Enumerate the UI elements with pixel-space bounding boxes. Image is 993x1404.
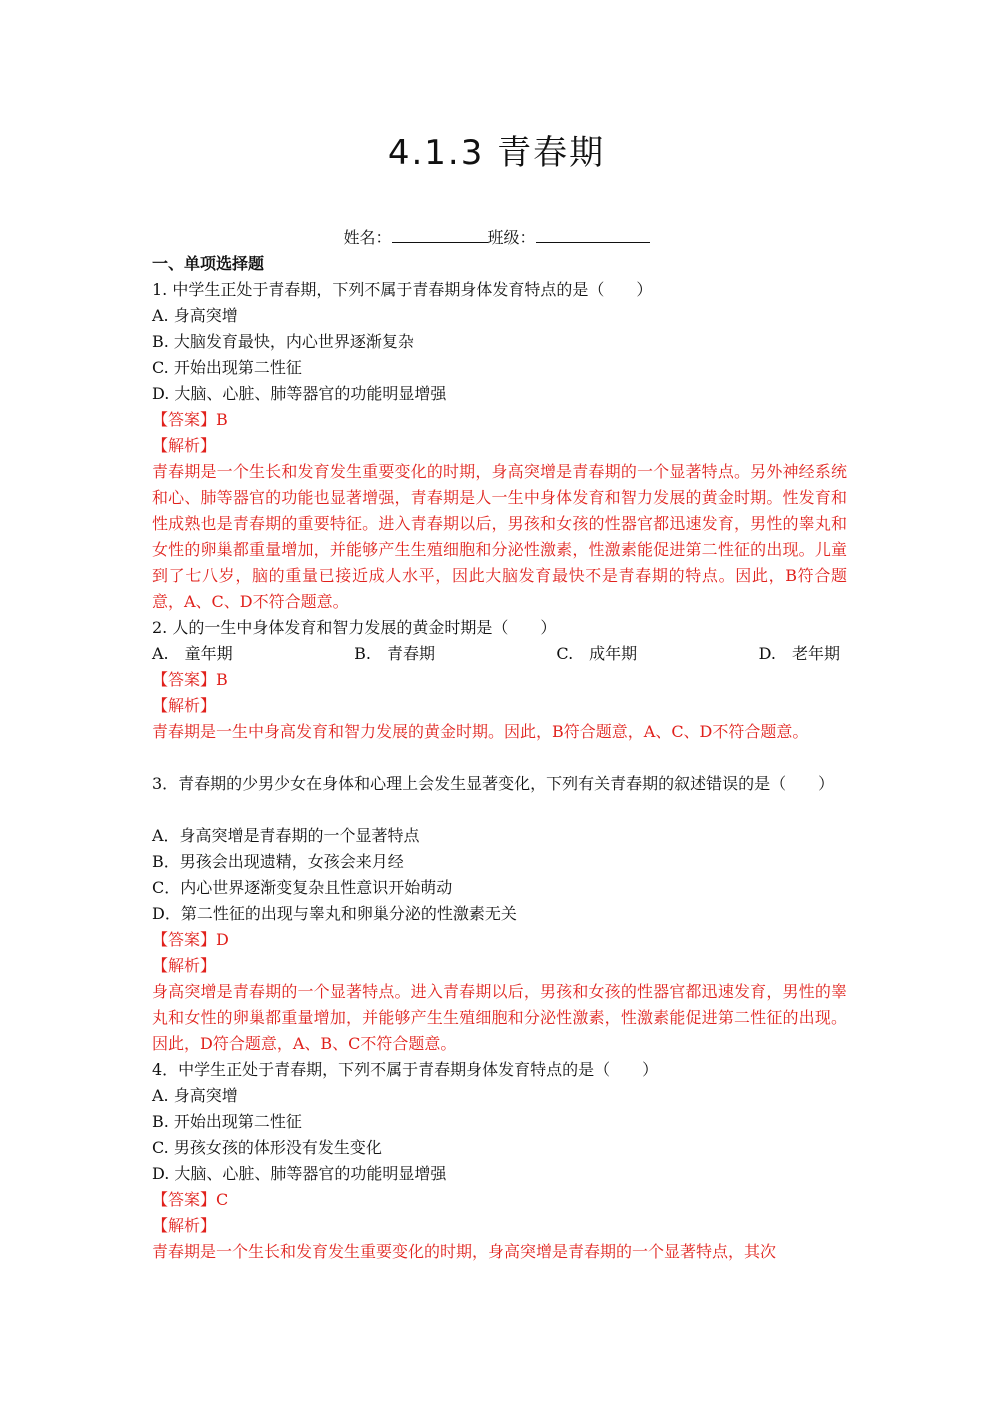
option: D. 大脑、心脏、肺等器官的功能明显增强 <box>152 384 447 403</box>
option: A. 童年期 <box>152 644 233 663</box>
class-blank[interactable] <box>536 226 650 243</box>
option: A. 身高突增 <box>152 306 238 325</box>
option: B. 大脑发育最快，内心世界逐渐复杂 <box>152 332 414 351</box>
name-class-line <box>0 226 993 250</box>
analysis-text: 青春期是一个生长和发育发生重要变化的时期，身高突增是青春期的一个显著特点。另外神经系统和心、肺等器官的功能也显著增强，青春期是人一生中身体发育和智力发展的黄金时期。性发育和性成熟也是青春期的重要特征。进入青春期以后，男孩和女孩的性器官都迅速发育，男性的睾丸和女性的卵巢都重量增加，并能够产生生殖细胞和分泌性激素，性激素能促进第二性征的出现。儿童到了七八岁，脑的重量已接近成人水平，因此大脑发育最快不是青春期的特点。因此，B符合题意，A、C、D不符合题意。 <box>152 462 847 611</box>
question-stem: 3．青春期的少男少女在身体和心理上会发生显著变化，下列有关青春期的叙述错误的是（ ） <box>152 774 835 793</box>
question-stem: 4．中学生正处于青春期，下列不属于青春期身体发育特点的是（ ） <box>152 1060 659 1079</box>
question-stem: 1. 中学生正处于青春期，下列不属于青春期身体发育特点的是（ ） <box>152 280 653 299</box>
option: D. 大脑、心脏、肺等器官的功能明显增强 <box>152 1164 447 1183</box>
answer: 【答案】D <box>152 930 229 949</box>
answer: 【答案】B <box>152 670 228 689</box>
option: A．身高突增是青春期的一个显著特点 <box>152 826 420 845</box>
class-label: 班级： <box>487 228 536 247</box>
option: D．第二性征的出现与睾丸和卵巢分泌的性激素无关 <box>152 904 517 923</box>
option: B．男孩会出现遗精，女孩会来月经 <box>152 852 404 871</box>
analysis-text: 青春期是一生中身高发育和智力发展的黄金时期。因此，B符合题意，A、C、D不符合题意。 <box>152 722 809 741</box>
question-content <box>152 251 847 1265</box>
option: B. 青春期 <box>354 644 435 663</box>
analysis-text: 青春期是一个生长和发育发生重要变化的时期，身高突增是青春期的一个显著特点，其次 <box>152 1242 777 1261</box>
name-blank[interactable] <box>392 226 488 243</box>
analysis-label: 【解析】 <box>152 436 217 455</box>
analysis-text: 身高突增是青春期的一个显著特点。进入青春期以后，男孩和女孩的性器官都迅速发育，男性的睾丸和女性的卵巢都重量增加，并能够产生生殖细胞和分泌性激素，性激素能促进第二性征的出现。因此，D符合题意，A、B、C不符合题意。 <box>152 982 847 1053</box>
section-heading: 一、单项选择题 <box>152 254 265 273</box>
option: D. 老年期 <box>758 644 840 663</box>
option: A. 身高突增 <box>152 1086 238 1105</box>
answer: 【答案】C <box>152 1190 229 1209</box>
option: C．内心世界逐渐变复杂且性意识开始萌动 <box>152 878 453 897</box>
option: B. 开始出现第二性征 <box>152 1112 302 1131</box>
option: C. 成年期 <box>556 644 638 663</box>
option: C. 男孩女孩的体形没有发生变化 <box>152 1138 382 1157</box>
answer: 【答案】B <box>152 410 228 429</box>
option: C. 开始出现第二性征 <box>152 358 302 377</box>
page-title: 4.1.3 青春期 <box>387 133 606 173</box>
analysis-label: 【解析】 <box>152 1216 217 1235</box>
name-label: 姓名： <box>343 228 392 247</box>
options-row <box>152 641 840 667</box>
question-stem: 2. 人的一生中身体发育和智力发展的黄金时期是（ ） <box>152 618 557 637</box>
analysis-label: 【解析】 <box>152 956 217 975</box>
analysis-label: 【解析】 <box>152 696 217 715</box>
